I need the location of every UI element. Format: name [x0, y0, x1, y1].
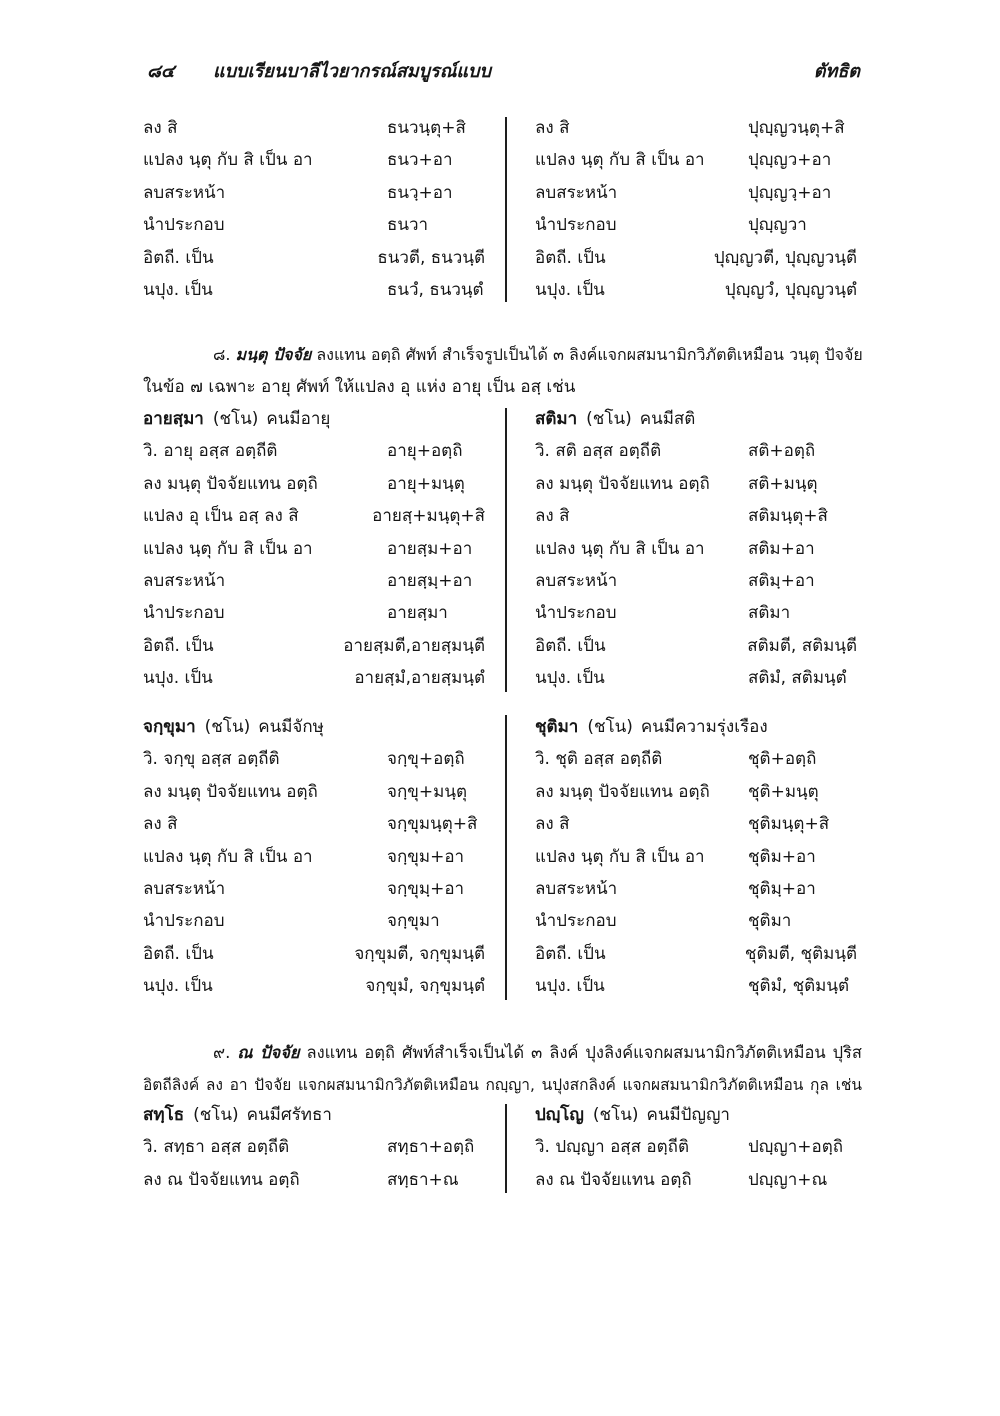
derivation-column-right — [535, 1099, 860, 1196]
derivation-row — [143, 144, 488, 176]
section-8-paragraph — [143, 339, 862, 404]
derivation-form-cell — [690, 435, 857, 467]
derivation-form: ชุติมตี, ชุติมนฺตี — [744, 943, 857, 964]
entry-word: สทฺโธ — [143, 1105, 185, 1125]
derivation-form: สติมํ, สติมนฺตํ — [748, 668, 847, 689]
derivation-step: นำประกอบ — [535, 603, 617, 624]
entry-meaning: คนมีจักษุ — [258, 717, 324, 737]
derivation-column-right — [535, 711, 860, 1003]
derivation-form-cell — [340, 938, 485, 970]
derivation-form-cell — [340, 873, 485, 905]
derivation-form-cell — [690, 841, 857, 873]
derivation-form: สติ+อตฺถิ — [748, 441, 816, 462]
derivation-column-left — [143, 403, 488, 695]
derivation-step: อิตถี. เป็น — [143, 247, 214, 268]
book-title: แบบเรียนบาลีไวยากรณ์สมบูรณ์แบบ — [213, 61, 491, 82]
derivation-form-cell — [340, 808, 485, 840]
derivation-row — [535, 112, 860, 144]
derivation-step: ลบสระหน้า — [143, 878, 226, 899]
entry-heading — [535, 711, 860, 743]
derivation-column-left — [143, 112, 488, 306]
paragraph-text: ในข้อ ๗ เฉพาะ อายุ ศัพท์ ให้แปลง อุ แห่ง อายุ เป็น อสฺ เช่น — [143, 377, 576, 398]
derivation-row — [535, 597, 860, 629]
derivation-form: อายสฺมา — [387, 603, 448, 624]
derivation-row — [535, 1164, 860, 1196]
entry-heading — [143, 711, 488, 743]
derivation-step: ลง มนฺตุ ปัจจัยแทน อตฺถิ — [143, 781, 318, 802]
derivation-row — [535, 1131, 860, 1163]
derivation-step: อิตถี. เป็น — [535, 635, 606, 656]
derivation-row — [143, 970, 488, 1002]
derivation-row — [143, 177, 488, 209]
derivation-form: อายสฺมฺ+อา — [387, 570, 473, 591]
derivation-step: อิตถี. เป็น — [143, 635, 214, 656]
derivation-form: สติมา — [748, 603, 791, 624]
derivation-form-cell — [340, 242, 485, 274]
derivation-step: วิ. อายุ อสฺส อตฺถีติ — [143, 441, 278, 462]
derivation-row — [143, 468, 488, 500]
derivation-row — [535, 209, 860, 241]
derivation-row — [535, 938, 860, 970]
derivation-form-cell — [690, 565, 857, 597]
entry-heading — [535, 1099, 860, 1131]
derivation-row — [143, 209, 488, 241]
derivation-row — [535, 776, 860, 808]
derivation-form: ปุญฺญวตี, ปุญฺญวนฺตี — [713, 247, 857, 268]
derivation-form: ชุติ+มนฺตุ — [748, 781, 819, 802]
page-number: ๘๔ — [147, 61, 175, 82]
paragraph-line — [143, 371, 862, 403]
derivation-step: นำประกอบ — [535, 911, 617, 932]
derivation-form-cell — [690, 533, 857, 565]
paragraph-line — [213, 1037, 862, 1069]
derivation-column-right — [535, 403, 860, 695]
derivation-form-cell — [690, 209, 857, 241]
derivation-form: จกฺขุม+อา — [387, 846, 465, 867]
derivation-form-cell — [690, 177, 857, 209]
entry-word: อายสฺมา — [143, 409, 204, 429]
section-number: ๘. — [213, 345, 231, 364]
derivation-row — [535, 274, 860, 306]
derivation-step: นปุง. เป็น — [143, 279, 213, 300]
derivation-form: ชุติมฺ+อา — [748, 878, 816, 899]
section-number: ๙. — [213, 1043, 231, 1062]
derivation-step: แปลง นฺตุ กับ สิ เป็น อา — [535, 846, 705, 867]
derivation-step: แปลง อุ เป็น อสฺ ลง สิ — [143, 506, 299, 527]
derivation-form-cell — [690, 662, 857, 694]
derivation-form: อายสฺม+อา — [387, 538, 473, 559]
derivation-form: อายุ+อตฺถิ — [387, 441, 463, 462]
derivation-form-cell — [690, 144, 857, 176]
derivation-step: นปุง. เป็น — [143, 976, 213, 997]
derivation-column-left — [143, 711, 488, 1003]
derivation-form-cell — [690, 938, 857, 970]
derivation-row — [143, 435, 488, 467]
derivation-form: ปุญฺญวนฺตุ+สิ — [748, 118, 845, 138]
derivation-form-cell — [690, 905, 857, 937]
entry-heading — [143, 1099, 488, 1131]
derivation-row — [535, 743, 860, 775]
derivation-row — [535, 873, 860, 905]
derivation-row — [143, 112, 488, 144]
entry-meaning: คนมีศรัทธา — [246, 1105, 332, 1125]
entry-note: (ชโน) — [204, 717, 251, 737]
derivation-step: แปลง นฺตุ กับ สิ เป็น อา — [535, 538, 705, 559]
derivation-step: ลง สิ — [143, 814, 178, 835]
derivation-step: นำประกอบ — [143, 911, 225, 932]
derivation-step: ลบสระหน้า — [535, 878, 618, 899]
entry-word: จกฺขุมา — [143, 717, 196, 737]
derivation-step: ลง สิ — [535, 118, 570, 138]
derivation-step: ลง มนฺตุ ปัจจัยแทน อตฺถิ — [535, 473, 710, 494]
page-header — [0, 57, 1000, 87]
column-divider — [505, 408, 507, 692]
entry-heading — [535, 403, 860, 435]
derivation-form: จกฺขุ+อตฺถิ — [387, 749, 465, 770]
derivation-form: อายสฺมํ,อายสฺมนฺตํ — [354, 668, 485, 689]
entry-note: (ชโน) — [193, 1105, 239, 1125]
derivation-row — [535, 177, 860, 209]
derivation-form-cell — [340, 435, 485, 467]
derivation-row — [143, 808, 488, 840]
derivation-form-cell — [690, 1131, 857, 1163]
derivation-form: ธนวตี, ธนวนฺตี — [377, 247, 485, 268]
derivation-step: วิ. สทฺธา อสฺส อตฺถีติ — [143, 1137, 290, 1158]
derivation-step: แปลง นฺตุ กับ สิ เป็น อา — [535, 150, 705, 171]
derivation-row — [143, 873, 488, 905]
derivation-row — [535, 500, 860, 532]
derivation-form-cell — [340, 468, 485, 500]
derivation-form: ธนวฺ+อา — [387, 182, 453, 203]
derivation-row — [143, 274, 488, 306]
paragraph-text: ลงแทน อตฺถิ ศัพท์ สำเร็จรูปเป็นได้ ๓ ลิงค์แจกผสมนามิกวิภัตติเหมือน วนฺตุ ปัจจัย — [316, 345, 863, 364]
derivation-form: ชุติ+อตฺถิ — [748, 749, 817, 770]
derivation-form: ธนว+อา — [387, 150, 453, 171]
derivation-row — [535, 144, 860, 176]
derivation-step: นปุง. เป็น — [535, 976, 605, 997]
derivation-row — [535, 841, 860, 873]
entry-meaning: คนมีอายุ — [266, 409, 331, 429]
derivation-form-cell — [340, 905, 485, 937]
derivation-step: ลง มนฺตุ ปัจจัยแทน อตฺถิ — [143, 473, 318, 494]
derivation-form: อายุ+มนฺตุ — [387, 473, 465, 494]
derivation-form: ปุญฺญวฺ+อา — [748, 182, 832, 203]
derivation-row — [143, 743, 488, 775]
derivation-step: แปลง นฺตุ กับ สิ เป็น อา — [143, 846, 313, 867]
derivation-row — [143, 630, 488, 662]
derivation-row — [143, 1164, 488, 1196]
derivation-form-cell — [340, 565, 485, 597]
derivation-form: สติม+อา — [748, 538, 815, 559]
derivation-row — [535, 630, 860, 662]
entry-note: (ชโน) — [587, 717, 633, 737]
derivation-step: ลบสระหน้า — [143, 182, 226, 203]
derivation-step: ลบสระหน้า — [143, 570, 226, 591]
derivation-form: สติ+มนฺตุ — [748, 473, 818, 494]
column-divider — [505, 117, 507, 302]
derivation-step: วิ. ปญฺญา อสฺส อตฺถีติ — [535, 1137, 690, 1158]
derivation-form-cell — [340, 500, 485, 532]
derivation-step: ลง สิ — [143, 118, 178, 138]
paragraph-text: อิตถีลิงค์ ลง อา ปัจจัย แจกผสมนามิกวิภัตติเหมือน กญฺญา, นปุงสกลิงค์ แจกผสมนามิกวิภัตติเหมือน กุล เช่น — [143, 1076, 862, 1095]
derivation-step: นำประกอบ — [535, 215, 617, 236]
derivation-step: นปุง. เป็น — [535, 279, 605, 300]
derivation-column-right — [535, 112, 860, 306]
derivation-step: แปลง นฺตุ กับ สิ เป็น อา — [143, 150, 313, 171]
column-divider — [505, 715, 507, 1000]
derivation-form: สทฺธา+ณ — [387, 1169, 459, 1190]
paragraph-line — [143, 1069, 862, 1101]
derivation-step: วิ. ชุติ อสฺส อตฺถีติ — [535, 749, 663, 770]
derivation-form: ปุญฺญว+อา — [748, 150, 832, 171]
entry-note: (ชโน) — [586, 409, 632, 429]
derivation-form-cell — [340, 533, 485, 565]
derivation-form-cell — [690, 597, 857, 629]
derivation-row — [143, 500, 488, 532]
derivation-form-cell — [340, 177, 485, 209]
derivation-form-cell — [340, 841, 485, 873]
derivation-form-cell — [340, 1131, 485, 1163]
derivation-row — [143, 565, 488, 597]
derivation-step: ลบสระหน้า — [535, 570, 618, 591]
derivation-form-cell — [340, 1164, 485, 1196]
entry-meaning: คนมีสติ — [639, 409, 696, 429]
derivation-step: ลง มนฺตุ ปัจจัยแทน อตฺถิ — [535, 781, 710, 802]
derivation-step: นำประกอบ — [143, 215, 225, 236]
derivation-row — [535, 662, 860, 694]
derivation-form: ปญฺญา+อตฺถิ — [748, 1137, 844, 1158]
entry-heading — [143, 403, 488, 435]
derivation-form: จกฺขุมํ, จกฺขุมนฺตํ — [365, 976, 485, 997]
derivation-form-cell — [690, 468, 857, 500]
section-9-paragraph — [143, 1037, 862, 1102]
derivation-row — [143, 841, 488, 873]
derivation-form-cell — [690, 808, 857, 840]
derivation-form-cell — [340, 112, 485, 144]
derivation-step: วิ. สติ อสฺส อตฺถีติ — [535, 441, 662, 462]
derivation-row — [535, 468, 860, 500]
derivation-row — [535, 435, 860, 467]
derivation-row — [535, 905, 860, 937]
derivation-form: ปุญฺญวํ, ปุญฺญวนฺตํ — [724, 279, 857, 300]
derivation-form-cell — [690, 873, 857, 905]
derivation-form-cell — [340, 743, 485, 775]
section-term: มนฺตุ ปัจจัย — [235, 345, 312, 364]
derivation-step: อิตถี. เป็น — [143, 943, 214, 964]
entry-note: (ชโน) — [592, 1105, 639, 1125]
derivation-row — [143, 938, 488, 970]
derivation-step: นปุง. เป็น — [535, 668, 605, 689]
entry-word: ปญฺโญ — [535, 1105, 584, 1125]
derivation-column-left — [143, 1099, 488, 1196]
derivation-row — [535, 808, 860, 840]
derivation-form-cell — [690, 776, 857, 808]
entry-meaning: คนมีความรุ่งเรือง — [640, 717, 768, 737]
derivation-row — [143, 597, 488, 629]
derivation-form-cell — [340, 209, 485, 241]
section-term: ณ ปัจจัย — [237, 1043, 300, 1062]
paragraph-line — [213, 339, 862, 371]
derivation-step: อิตถี. เป็น — [535, 943, 606, 964]
derivation-row — [535, 242, 860, 274]
derivation-form: ปุญฺญวา — [748, 215, 807, 236]
derivation-row — [143, 662, 488, 694]
derivation-step: ลง ณ ปัจจัยแทน อตฺถิ — [535, 1169, 692, 1190]
derivation-form: สติมนฺตุ+สิ — [748, 506, 828, 527]
derivation-form-cell — [340, 274, 485, 306]
derivation-step: อิตถี. เป็น — [535, 247, 606, 268]
derivation-form-cell — [690, 500, 857, 532]
entry-meaning: คนมีปัญญา — [646, 1105, 730, 1125]
entry-word: สติมา — [535, 409, 578, 429]
derivation-step: ลง สิ — [535, 506, 570, 527]
derivation-form-cell — [690, 1164, 857, 1196]
derivation-step: นปุง. เป็น — [143, 668, 213, 689]
derivation-form: อายสฺ+มนฺตุ+สิ — [372, 506, 485, 527]
derivation-form: จกฺขุ+มนฺตุ — [387, 781, 467, 802]
derivation-form-cell — [340, 970, 485, 1002]
derivation-form: ปญฺญา+ณ — [748, 1169, 828, 1190]
derivation-form: ธนวา — [387, 215, 429, 236]
derivation-row — [535, 970, 860, 1002]
derivation-form-cell — [340, 662, 485, 694]
derivation-row — [535, 533, 860, 565]
derivation-form: สติมฺ+อา — [748, 570, 815, 591]
derivation-form: จกฺขุมา — [387, 911, 440, 932]
derivation-form: สติมตี, สติมนฺตี — [747, 635, 857, 656]
derivation-form-cell — [340, 776, 485, 808]
derivation-step: นำประกอบ — [143, 603, 225, 624]
derivation-form: จกฺขุมนฺตุ+สิ — [387, 814, 478, 835]
derivation-form: อายสฺมตี,อายสฺมนฺตี — [343, 635, 485, 656]
derivation-form: ชุติมํ, ชุติมนฺตํ — [748, 976, 850, 997]
derivation-step: ลง ณ ปัจจัยแทน อตฺถิ — [143, 1169, 300, 1190]
derivation-form: ชุติม+อา — [748, 846, 816, 867]
derivation-step: ลบสระหน้า — [535, 182, 618, 203]
derivation-form-cell — [690, 242, 857, 274]
derivation-form-cell — [690, 743, 857, 775]
derivation-form: สทฺธา+อตฺถิ — [387, 1137, 475, 1158]
derivation-form-cell — [340, 630, 485, 662]
derivation-row — [143, 1131, 488, 1163]
derivation-form-cell — [340, 597, 485, 629]
derivation-form: ชุติมนฺตุ+สิ — [748, 814, 830, 835]
derivation-step: แปลง นฺตุ กับ สิ เป็น อา — [143, 538, 313, 559]
derivation-form: ธนวํ, ธนวนฺตํ — [387, 279, 484, 300]
derivation-form-cell — [340, 144, 485, 176]
derivation-row — [143, 533, 488, 565]
paragraph-text: ลงแทน อตฺถิ ศัพท์สำเร็จเป็นได้ ๓ ลิงค์ ปุงลิงค์แจกผสมนามิกวิภัตติเหมือน ปุริส — [306, 1043, 862, 1062]
derivation-form-cell — [690, 630, 857, 662]
derivation-row — [143, 242, 488, 274]
column-divider — [505, 1104, 507, 1193]
derivation-form: จกฺขุมตี, จกฺขุมนฺตี — [354, 943, 485, 964]
derivation-step: ลง สิ — [535, 814, 570, 835]
derivation-form: ชุติมา — [748, 911, 792, 932]
derivation-row — [143, 776, 488, 808]
derivation-step: วิ. จกฺขุ อสฺส อตฺถีติ — [143, 749, 280, 770]
entry-note: (ชโน) — [212, 409, 259, 429]
entry-word: ชุติมา — [535, 717, 579, 737]
chapter-title: ตัทธิต — [813, 61, 860, 82]
derivation-form-cell — [690, 112, 857, 144]
derivation-row — [143, 905, 488, 937]
derivation-form: จกฺขุมฺ+อา — [387, 878, 465, 899]
derivation-row — [535, 565, 860, 597]
derivation-form-cell — [690, 970, 857, 1002]
derivation-form-cell — [690, 274, 857, 306]
derivation-form: ธนวนฺตุ+สิ — [387, 118, 466, 138]
